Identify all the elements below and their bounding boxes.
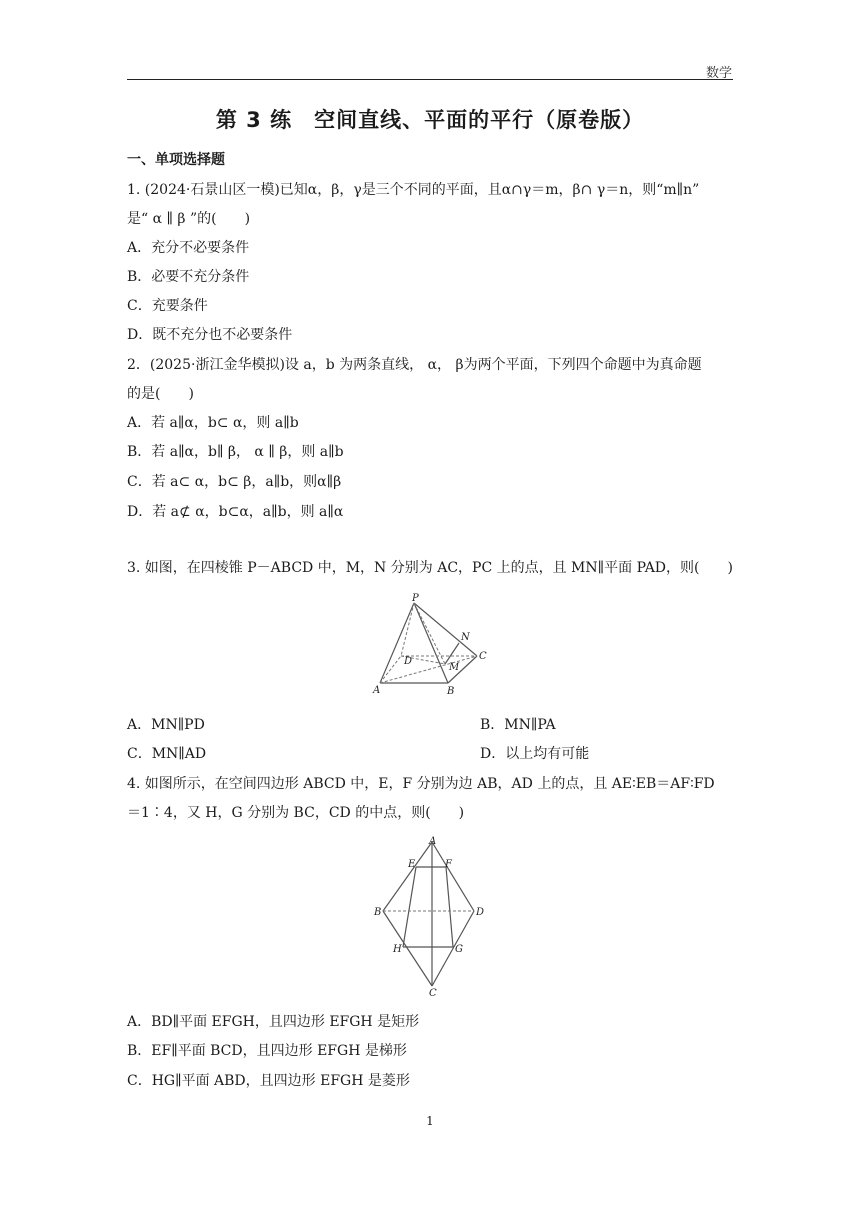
- label-e: E: [408, 859, 416, 870]
- q3-option-row2: [127, 744, 737, 764]
- label-c: C: [479, 651, 487, 662]
- label-p: P: [412, 593, 419, 604]
- q3-option-d: D．以上均有可能: [480, 746, 590, 762]
- q1-option-b: B．必要不充分条件: [127, 269, 250, 285]
- q4-option-c: C．HG∥平面 ABD，且四边形 EFGH 是菱形: [127, 1073, 410, 1089]
- q4-stem-line1: 4. 如图所示，在空间四边形 ABCD 中，E，F 分别为边 AB，AD 上的点，且 AE∶EB＝AF∶FD: [127, 776, 715, 792]
- q3-option-c: C．MN∥AD: [127, 746, 207, 762]
- q2-option-b: B．若 a∥α，b∥ β， α ∥ β，则 a∥b: [127, 444, 344, 460]
- label-m: M: [449, 662, 460, 673]
- q2-option-c: C．若 a⊂ α，b⊂ β，a∥b，则α∥β: [127, 474, 342, 490]
- label-b: B: [374, 907, 382, 918]
- header-subject: 数学: [705, 66, 732, 81]
- quadrilateral-figure: [370, 836, 490, 998]
- q1-option-c: C．充要条件: [127, 298, 208, 314]
- label-n: N: [461, 632, 470, 643]
- label-g: G: [455, 944, 463, 955]
- label-d: D: [404, 656, 413, 667]
- q4-stem-line2: ＝1∶4，又 H，G 分别为 BC，CD 的中点，则( ): [127, 805, 465, 821]
- pyramid-figure: [368, 593, 496, 699]
- q1-option-d: D．既不充分也不必要条件: [127, 327, 293, 343]
- page-number: 1: [426, 1114, 434, 1128]
- q2-stem-line2: 的是( ): [127, 386, 194, 402]
- section-title: 一、单项选择题: [127, 152, 225, 168]
- q2-option-d: D．若 a⊄ α，b⊂α，a∥b，则 a∥α: [127, 504, 344, 520]
- label-h: H: [393, 944, 402, 955]
- q3-option-b: B．MN∥PA: [480, 717, 556, 733]
- q2-stem-line1: 2．(2025·浙江金华模拟)设 a，b 为两条直线， α， β为两个平面，下列四个命题中为真命题: [127, 357, 702, 373]
- q2-option-a: A．若 a∥α，b⊂ α，则 a∥b: [127, 415, 299, 431]
- label-d: D: [476, 907, 485, 918]
- q1-stem-line2: 是“ α ∥ β ”的( ): [127, 211, 251, 227]
- q4-option-b: B．EF∥平面 BCD，且四边形 EFGH 是梯形: [127, 1043, 407, 1059]
- label-f: F: [445, 859, 452, 870]
- q3-option-row1: [127, 715, 737, 735]
- label-a: A: [373, 685, 381, 696]
- q4-option-a: A．BD∥平面 EFGH，且四边形 EFGH 是矩形: [127, 1014, 420, 1030]
- header-rule: [127, 79, 733, 80]
- q3-option-a: A．MN∥PD: [127, 717, 205, 733]
- q1-stem-line1: 1. (2024·石景山区一模)已知α，β，γ是三个不同的平面，且α∩γ＝m，β∩ γ＝n，则“m∥n”: [127, 182, 700, 198]
- page-title: 第 3 练 空间直线、平面的平行（原卷版）: [215, 108, 645, 132]
- label-b: B: [447, 686, 455, 697]
- label-a: A: [429, 836, 437, 847]
- label-c: C: [429, 988, 437, 998]
- q3-stem: 3. 如图，在四棱锥 P－ABCD 中，M，N 分别为 AC，PC 上的点，且 MN∥平面 PAD，则( ): [127, 560, 733, 576]
- q1-option-a: A．充分不必要条件: [127, 240, 250, 256]
